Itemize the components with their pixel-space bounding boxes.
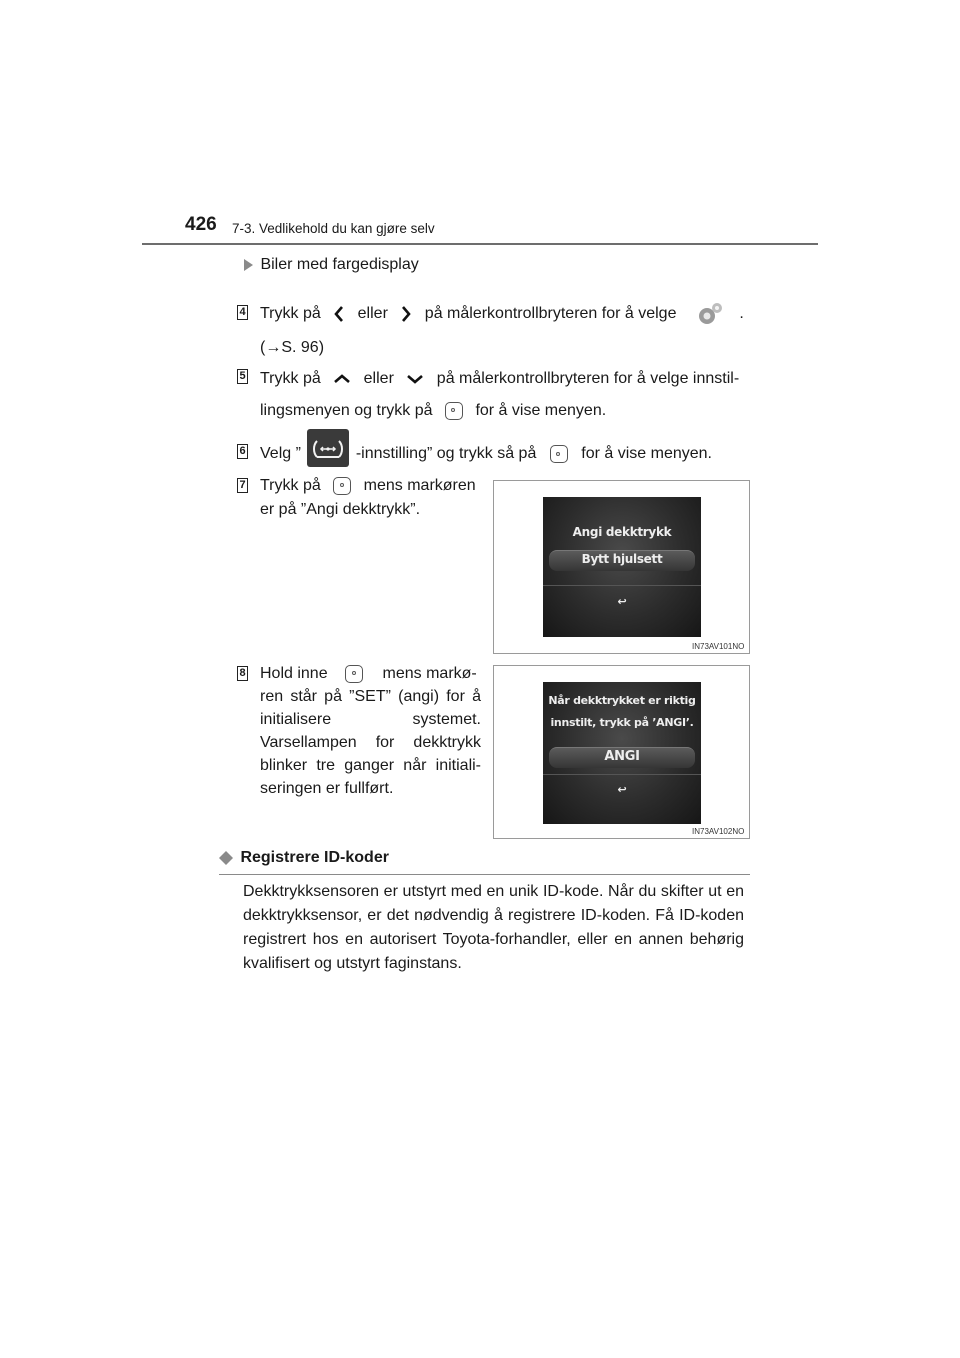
settings-gears-icon xyxy=(695,302,725,326)
step-5-text-d: lingsmenyen og trykk på xyxy=(260,402,433,419)
tire-pressure-icon xyxy=(307,429,349,467)
intro-text: Biler med fargedisplay xyxy=(260,256,419,273)
step-badge-6: 6 xyxy=(237,444,248,459)
step-8-line1 xyxy=(260,662,481,685)
figure-1-code: IN73AV101NO xyxy=(692,642,745,651)
registration-heading: Registrere ID-koder xyxy=(240,849,389,866)
display-set-option: ANGI xyxy=(604,749,640,764)
display-screen-1 xyxy=(543,497,701,637)
figure-1 xyxy=(493,480,750,654)
step-badge-4: 4 xyxy=(237,305,248,320)
step-4-text-c: på målerkontrollbryteren for å velge xyxy=(424,305,677,323)
step-7-text-a: Trykk på xyxy=(260,477,321,494)
step-5-line1 xyxy=(260,367,739,390)
step-8-text-a: Hold inne xyxy=(260,665,328,682)
step-5-text-b: eller xyxy=(363,370,394,387)
return-icon: ↩ xyxy=(617,595,627,608)
step-6-line xyxy=(260,441,712,467)
display-screen-2 xyxy=(543,682,701,824)
registration-heading-row xyxy=(219,849,389,867)
step-4-text-d: . xyxy=(739,305,744,323)
ok-button-icon xyxy=(550,445,568,463)
step-8-text-b: mens markø- xyxy=(382,665,477,682)
step-4-text-b: eller xyxy=(357,305,388,323)
page-number: 426 xyxy=(185,214,217,235)
display-message-line-1: Når dekktrykket er riktig xyxy=(548,694,696,707)
display-message-line-2: innstilt, trykk på ’ANGI’. xyxy=(550,716,694,729)
step-4-text-a: Trykk på xyxy=(260,305,321,323)
chevron-down-icon xyxy=(407,374,423,384)
chevron-left-icon xyxy=(334,306,344,322)
display-menu-item-2: Bytt hjulsett xyxy=(581,552,663,566)
step-6-text-b: -innstilling” og trykk så på xyxy=(355,445,537,463)
intro-line xyxy=(243,253,419,276)
step-7-line1 xyxy=(260,474,478,497)
display-divider xyxy=(543,774,701,775)
display-menu-item-1: Angi dekktrykk xyxy=(572,525,672,539)
step-4-line1 xyxy=(260,302,744,326)
step-8-paragraph: ren står på ”SET” (angi) for å initialisere systemet. Varsellampen for dekktrykk blinker tre ganger når initiali-seringen er fullført. xyxy=(260,688,481,797)
header-divider xyxy=(142,243,818,245)
step-5-line2 xyxy=(260,399,606,422)
chevron-right-icon xyxy=(401,306,411,322)
return-icon: ↩ xyxy=(617,783,627,796)
step-7-line2: er på ”Angi dekktrykk”. xyxy=(260,501,421,518)
section-title: 7-3. Vedlikehold du kan gjøre selv xyxy=(232,221,435,236)
ok-button-icon xyxy=(445,402,463,420)
chevron-up-icon xyxy=(334,374,350,384)
diamond-bullet-icon xyxy=(219,851,233,865)
ok-button-icon xyxy=(333,477,351,495)
ok-button-icon xyxy=(345,665,363,683)
display-divider xyxy=(543,585,701,586)
registration-paragraph: Dekktrykksensoren er utstyrt med en unik ID-kode. Når du skifter ut en dekktrykksensor, er det nødvendig å registrere ID-koden. Få ID-koden registrert hos en autorisert Toyota-forhandler, eller en annen behørig kvalifisert og utstyrt faginstans. xyxy=(243,883,744,972)
step-4-reference: (→S. 96) xyxy=(260,339,325,356)
figure-2 xyxy=(493,665,750,839)
figure-2-code: IN73AV102NO xyxy=(692,827,745,836)
step-badge-7: 7 xyxy=(237,478,248,493)
arrow-right-triangle-icon xyxy=(243,259,254,271)
step-5-text-a: Trykk på xyxy=(260,370,321,387)
step-6-text-c: for å vise menyen. xyxy=(581,445,712,463)
step-5-text-e: for å vise menyen. xyxy=(475,402,607,419)
step-7-text-b: mens markøren xyxy=(363,477,476,494)
step-badge-5: 5 xyxy=(237,369,248,384)
registration-divider xyxy=(219,874,750,875)
step-6-text-a: Velg ” xyxy=(260,445,301,463)
step-5-text-c: på målerkontrollbryteren for å velge innstil- xyxy=(436,370,740,387)
step-badge-8: 8 xyxy=(237,666,248,681)
